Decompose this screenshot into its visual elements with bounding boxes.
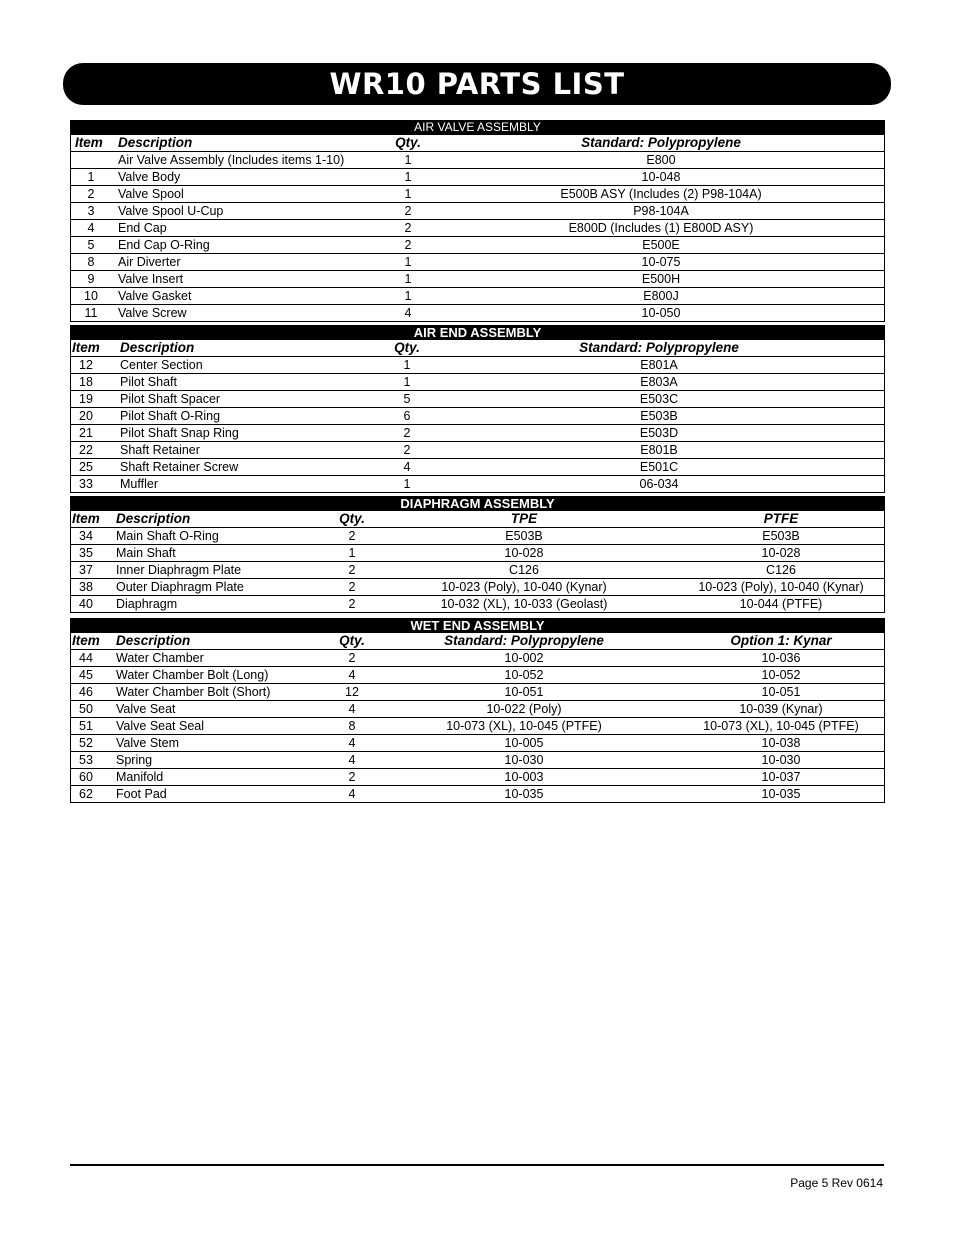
cell-item: 44 xyxy=(79,651,93,665)
cell-item: 20 xyxy=(79,409,93,423)
cell-desc: Shaft Retainer xyxy=(120,443,200,457)
cell-desc: Valve Stem xyxy=(116,736,179,750)
cell-qty: 5 xyxy=(403,392,411,406)
table-header-row xyxy=(71,340,884,357)
cell-desc: Valve Seat Seal xyxy=(116,719,205,733)
cell-qty: 1 xyxy=(404,187,412,201)
page-title-bar xyxy=(63,63,891,105)
air-end-table xyxy=(70,325,885,493)
cell-item: 9 xyxy=(87,272,95,286)
air-valve-rows xyxy=(71,152,884,322)
header-qty: Qty. xyxy=(339,511,365,526)
cell-opt1: 10-030 xyxy=(504,753,544,767)
table-row xyxy=(71,254,884,271)
cell-desc: Muffler xyxy=(120,477,158,491)
cell-item: 11 xyxy=(84,306,98,320)
cell-desc: Water Chamber xyxy=(116,651,204,665)
cell-qty: 1 xyxy=(348,546,356,560)
table-row xyxy=(71,667,884,684)
cell-opt1: 10-022 (Poly) xyxy=(486,702,562,716)
cell-desc: Pilot Shaft O-Ring xyxy=(120,409,221,423)
cell-qty: 2 xyxy=(403,426,411,440)
cell-opt2: 10-035 xyxy=(761,787,801,801)
cell-opt2: 10-028 xyxy=(761,546,801,560)
cell-std: E501C xyxy=(639,460,679,474)
table-row xyxy=(71,391,884,408)
table-header-row xyxy=(71,135,884,152)
header-qty: Qty. xyxy=(339,633,365,648)
cell-desc: Shaft Retainer Screw xyxy=(120,460,239,474)
air-end-heading: AIR END ASSEMBLY xyxy=(71,325,884,340)
cell-opt2: 10-073 (XL), 10-045 (PTFE) xyxy=(703,719,859,733)
cell-std: P98-104A xyxy=(633,204,689,218)
cell-desc: Diaphragm xyxy=(116,597,178,611)
cell-opt2: C126 xyxy=(766,563,796,577)
cell-desc: Valve Spool U-Cup xyxy=(118,204,224,218)
table-row xyxy=(71,459,884,476)
cell-item: 21 xyxy=(79,426,93,440)
wet-end-heading: WET END ASSEMBLY xyxy=(71,618,884,633)
table-header-row xyxy=(71,633,884,650)
cell-item: 62 xyxy=(79,787,93,801)
cell-std: E500B ASY (Includes (2) P98-104A) xyxy=(560,187,762,201)
cell-opt2: 10-044 (PTFE) xyxy=(739,597,823,611)
table-row xyxy=(71,684,884,701)
table-row xyxy=(71,288,884,305)
cell-item: 45 xyxy=(79,668,93,682)
cell-item: 52 xyxy=(79,736,93,750)
header-description: Description xyxy=(118,135,193,150)
cell-qty: 6 xyxy=(403,409,411,423)
cell-opt1: 10-073 (XL), 10-045 (PTFE) xyxy=(446,719,602,733)
cell-opt1: 10-002 xyxy=(504,651,544,665)
cell-std: E800 xyxy=(646,153,676,167)
table-row xyxy=(71,305,884,322)
cell-desc: Foot Pad xyxy=(116,787,167,801)
cell-qty: 4 xyxy=(348,787,356,801)
header-qty: Qty. xyxy=(394,340,420,355)
header-standard: Standard: Polypropylene xyxy=(579,340,739,355)
cell-desc: Valve Spool xyxy=(118,187,184,201)
table-row xyxy=(71,237,884,254)
cell-desc: Outer Diaphragm Plate xyxy=(116,580,244,594)
wet-end-table xyxy=(70,618,885,803)
header-item: Item xyxy=(75,135,103,150)
cell-opt1: C126 xyxy=(509,563,539,577)
cell-std: E803A xyxy=(640,375,678,389)
table-row xyxy=(71,408,884,425)
air-valve-table xyxy=(70,120,885,322)
cell-qty: 8 xyxy=(348,719,356,733)
cell-desc: Valve Insert xyxy=(118,272,184,286)
table-row xyxy=(71,545,884,562)
cell-item: 10 xyxy=(84,289,98,303)
cell-std: 06-034 xyxy=(639,477,679,491)
cell-desc: Main Shaft xyxy=(116,546,176,560)
header-standard: Standard: Polypropylene xyxy=(444,633,604,648)
cell-item: 60 xyxy=(79,770,93,784)
cell-desc: Pilot Shaft xyxy=(120,375,177,389)
cell-qty: 4 xyxy=(404,306,412,320)
table-row xyxy=(71,169,884,186)
cell-item: 1 xyxy=(87,170,95,184)
cell-desc: Water Chamber Bolt (Long) xyxy=(116,668,269,682)
cell-std: E800J xyxy=(643,289,679,303)
header-item: Item xyxy=(72,511,100,526)
table-row xyxy=(71,186,884,203)
cell-item: 37 xyxy=(79,563,93,577)
wet-end-rows xyxy=(71,650,884,803)
cell-opt1: E503B xyxy=(505,529,543,543)
cell-std: E500H xyxy=(641,272,681,286)
cell-item: 12 xyxy=(79,358,93,372)
cell-opt2: 10-023 (Poly), 10-040 (Kynar) xyxy=(698,580,864,594)
cell-item: 4 xyxy=(87,221,95,235)
footer-divider xyxy=(70,1164,884,1166)
cell-qty: 2 xyxy=(348,580,356,594)
page-number: Page 5 Rev 0614 xyxy=(790,1176,883,1190)
cell-qty: 4 xyxy=(348,702,356,716)
cell-desc: Center Section xyxy=(120,358,203,372)
table-row xyxy=(71,203,884,220)
cell-desc: Manifold xyxy=(116,770,164,784)
table-row xyxy=(71,220,884,237)
cell-qty: 4 xyxy=(348,753,356,767)
cell-desc: Pilot Shaft Spacer xyxy=(120,392,221,406)
header-description: Description xyxy=(116,633,191,648)
cell-qty: 2 xyxy=(404,204,412,218)
cell-desc: Air Valve Assembly (Includes items 1-10) xyxy=(118,153,345,167)
page-title: WR10 PARTS LIST xyxy=(329,67,625,101)
cell-opt1: 10-032 (XL), 10-033 (Geolast) xyxy=(440,597,608,611)
header-tpe: TPE xyxy=(510,511,538,526)
cell-opt2: 10-052 xyxy=(761,668,801,682)
cell-item: 25 xyxy=(79,460,93,474)
cell-qty: 2 xyxy=(404,221,412,235)
cell-qty: 4 xyxy=(348,736,356,750)
cell-item: 46 xyxy=(79,685,93,699)
air-end-rows xyxy=(71,357,884,493)
cell-opt1: 10-023 (Poly), 10-040 (Kynar) xyxy=(441,580,607,594)
table-row xyxy=(71,528,884,545)
header-item: Item xyxy=(72,340,100,355)
cell-opt1: 10-028 xyxy=(504,546,544,560)
cell-std: E801B xyxy=(640,443,678,457)
cell-qty: 1 xyxy=(403,358,411,372)
table-row xyxy=(71,442,884,459)
cell-desc: Valve Gasket xyxy=(118,289,192,303)
cell-qty: 2 xyxy=(404,238,412,252)
cell-opt1: 10-035 xyxy=(504,787,544,801)
cell-opt2: E503B xyxy=(762,529,800,543)
cell-qty: 2 xyxy=(348,597,356,611)
cell-opt1: 10-003 xyxy=(504,770,544,784)
cell-qty: 4 xyxy=(348,668,356,682)
table-row xyxy=(71,579,884,596)
cell-desc: End Cap O-Ring xyxy=(118,238,210,252)
cell-std: 10-075 xyxy=(641,255,681,269)
cell-std: E503B xyxy=(640,409,678,423)
cell-qty: 1 xyxy=(404,153,412,167)
table-row xyxy=(71,752,884,769)
air-valve-heading: AIR VALVE ASSEMBLY xyxy=(71,120,884,135)
cell-item: 40 xyxy=(79,597,93,611)
cell-item: 50 xyxy=(79,702,93,716)
header-option1-kynar: Option 1: Kynar xyxy=(730,633,832,648)
cell-std: E800D (Includes (1) E800D ASY) xyxy=(568,221,754,235)
table-row xyxy=(71,476,884,493)
cell-std: E500E xyxy=(642,238,680,252)
cell-opt2: 10-036 xyxy=(761,651,801,665)
cell-qty: 1 xyxy=(404,170,412,184)
cell-qty: 1 xyxy=(404,289,412,303)
cell-desc: Valve Screw xyxy=(118,306,187,320)
cell-qty: 1 xyxy=(403,477,411,491)
cell-item: 38 xyxy=(79,580,93,594)
cell-item: 33 xyxy=(79,477,93,491)
cell-item: 2 xyxy=(87,187,95,201)
header-ptfe: PTFE xyxy=(763,511,799,526)
cell-qty: 1 xyxy=(404,272,412,286)
cell-opt1: 10-051 xyxy=(504,685,544,699)
cell-item: 3 xyxy=(87,204,95,218)
table-row xyxy=(71,374,884,391)
cell-opt2: 10-038 xyxy=(761,736,801,750)
table-header-row xyxy=(71,511,884,528)
cell-std: 10-050 xyxy=(641,306,681,320)
cell-desc: Valve Seat xyxy=(116,702,176,716)
cell-desc: Water Chamber Bolt (Short) xyxy=(116,685,271,699)
cell-desc: Inner Diaphragm Plate xyxy=(116,563,242,577)
cell-qty: 2 xyxy=(348,770,356,784)
header-description: Description xyxy=(120,340,195,355)
table-row xyxy=(71,271,884,288)
header-description: Description xyxy=(116,511,191,526)
cell-opt1: 10-052 xyxy=(504,668,544,682)
cell-std: E503C xyxy=(639,392,679,406)
cell-item: 22 xyxy=(79,443,93,457)
cell-item: 18 xyxy=(79,375,93,389)
header-qty: Qty. xyxy=(395,135,421,150)
cell-desc: Pilot Shaft Snap Ring xyxy=(120,426,239,440)
cell-desc: Air Diverter xyxy=(118,255,181,269)
diaphragm-heading: DIAPHRAGM ASSEMBLY xyxy=(71,496,884,511)
cell-item: 5 xyxy=(87,238,95,252)
header-item: Item xyxy=(72,633,100,648)
table-row xyxy=(71,152,884,169)
cell-item: 35 xyxy=(79,546,93,560)
cell-desc: End Cap xyxy=(118,221,167,235)
table-row xyxy=(71,786,884,803)
cell-std: E503D xyxy=(639,426,679,440)
header-standard: Standard: Polypropylene xyxy=(581,135,741,150)
table-row xyxy=(71,650,884,667)
cell-qty: 4 xyxy=(403,460,411,474)
diaphragm-rows xyxy=(71,528,884,613)
cell-opt2: 10-030 xyxy=(761,753,801,767)
table-row xyxy=(71,357,884,374)
table-row xyxy=(71,769,884,786)
cell-qty: 1 xyxy=(403,375,411,389)
cell-opt1: 10-005 xyxy=(504,736,544,750)
cell-std: 10-048 xyxy=(641,170,681,184)
cell-std: E801A xyxy=(640,358,678,372)
cell-qty: 2 xyxy=(403,443,411,457)
table-row xyxy=(71,701,884,718)
cell-item: 51 xyxy=(79,719,93,733)
table-row xyxy=(71,562,884,579)
table-row xyxy=(71,718,884,735)
cell-qty: 2 xyxy=(348,529,356,543)
cell-opt2: 10-037 xyxy=(761,770,801,784)
cell-desc: Main Shaft O-Ring xyxy=(116,529,219,543)
cell-item: 8 xyxy=(87,255,95,269)
cell-qty: 2 xyxy=(348,563,356,577)
cell-desc: Spring xyxy=(116,753,153,767)
cell-qty: 12 xyxy=(345,685,359,699)
table-row xyxy=(71,425,884,442)
cell-item: 53 xyxy=(79,753,93,767)
cell-qty: 2 xyxy=(348,651,356,665)
table-row xyxy=(71,596,884,613)
cell-qty: 1 xyxy=(404,255,412,269)
cell-item: 19 xyxy=(79,392,93,406)
diaphragm-table xyxy=(70,496,885,613)
cell-desc: Valve Body xyxy=(118,170,181,184)
table-row xyxy=(71,735,884,752)
cell-opt2: 10-051 xyxy=(761,685,801,699)
cell-opt2: 10-039 (Kynar) xyxy=(739,702,823,716)
cell-item: 34 xyxy=(79,529,93,543)
